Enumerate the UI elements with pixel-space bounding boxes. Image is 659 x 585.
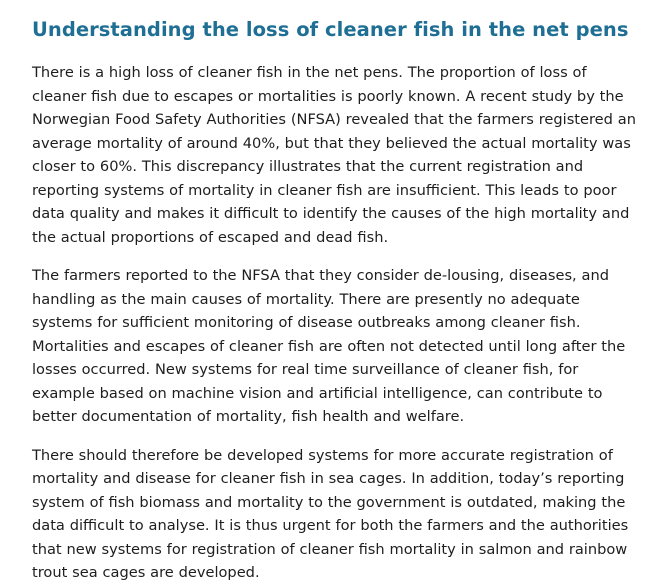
section-title: Understanding the loss of cleaner fish in the net pens xyxy=(32,18,629,41)
paragraph-1: There is a high loss of cleaner fish in the net pens. The proportion of loss of cleaner fish due to escapes or mortalities is poorly known. A recent study by the Norwegian Food Safety Authorities (NFSA) revealed that the farmers registered an average mortality of around 40%, but that they believed the actual mortality was closer to 60%. This discrepancy illustrates that the current registration and reporting systems of mortality in cleaner fish are insufficient. This leads to poor data quality and makes it difficult to identify the causes of the high mortality and the actual proportions of escaped and dead fish. xyxy=(32,64,636,246)
paragraph-3: There should therefore be developed systems for more accurate registration of mortality and disease for cleaner fish in sea cages. In addition, today’s reporting system of fish biomass and mortality to the government is outdated, making the data difficult to analyse. It is thus urgent for both the farmers and the authorities that new systems for registration of cleaner fish mortality in salmon and rainbow trout sea cages are developed. xyxy=(32,446,629,581)
paragraph-2: The farmers reported to the NFSA that they consider de-lousing, diseases, and handling as the main causes of mortality. There are presently no adequate systems for sufficient monitoring of disease outbreaks among cleaner fish. Mortalities and escapes of cleaner fish are often not detected until long after the losses occurred. New systems for real time surveillance of cleaner fish, for example based on machine vision and artificial intelligence, can contribute to better documentation of mortality, fish health and welfare. xyxy=(32,267,626,425)
